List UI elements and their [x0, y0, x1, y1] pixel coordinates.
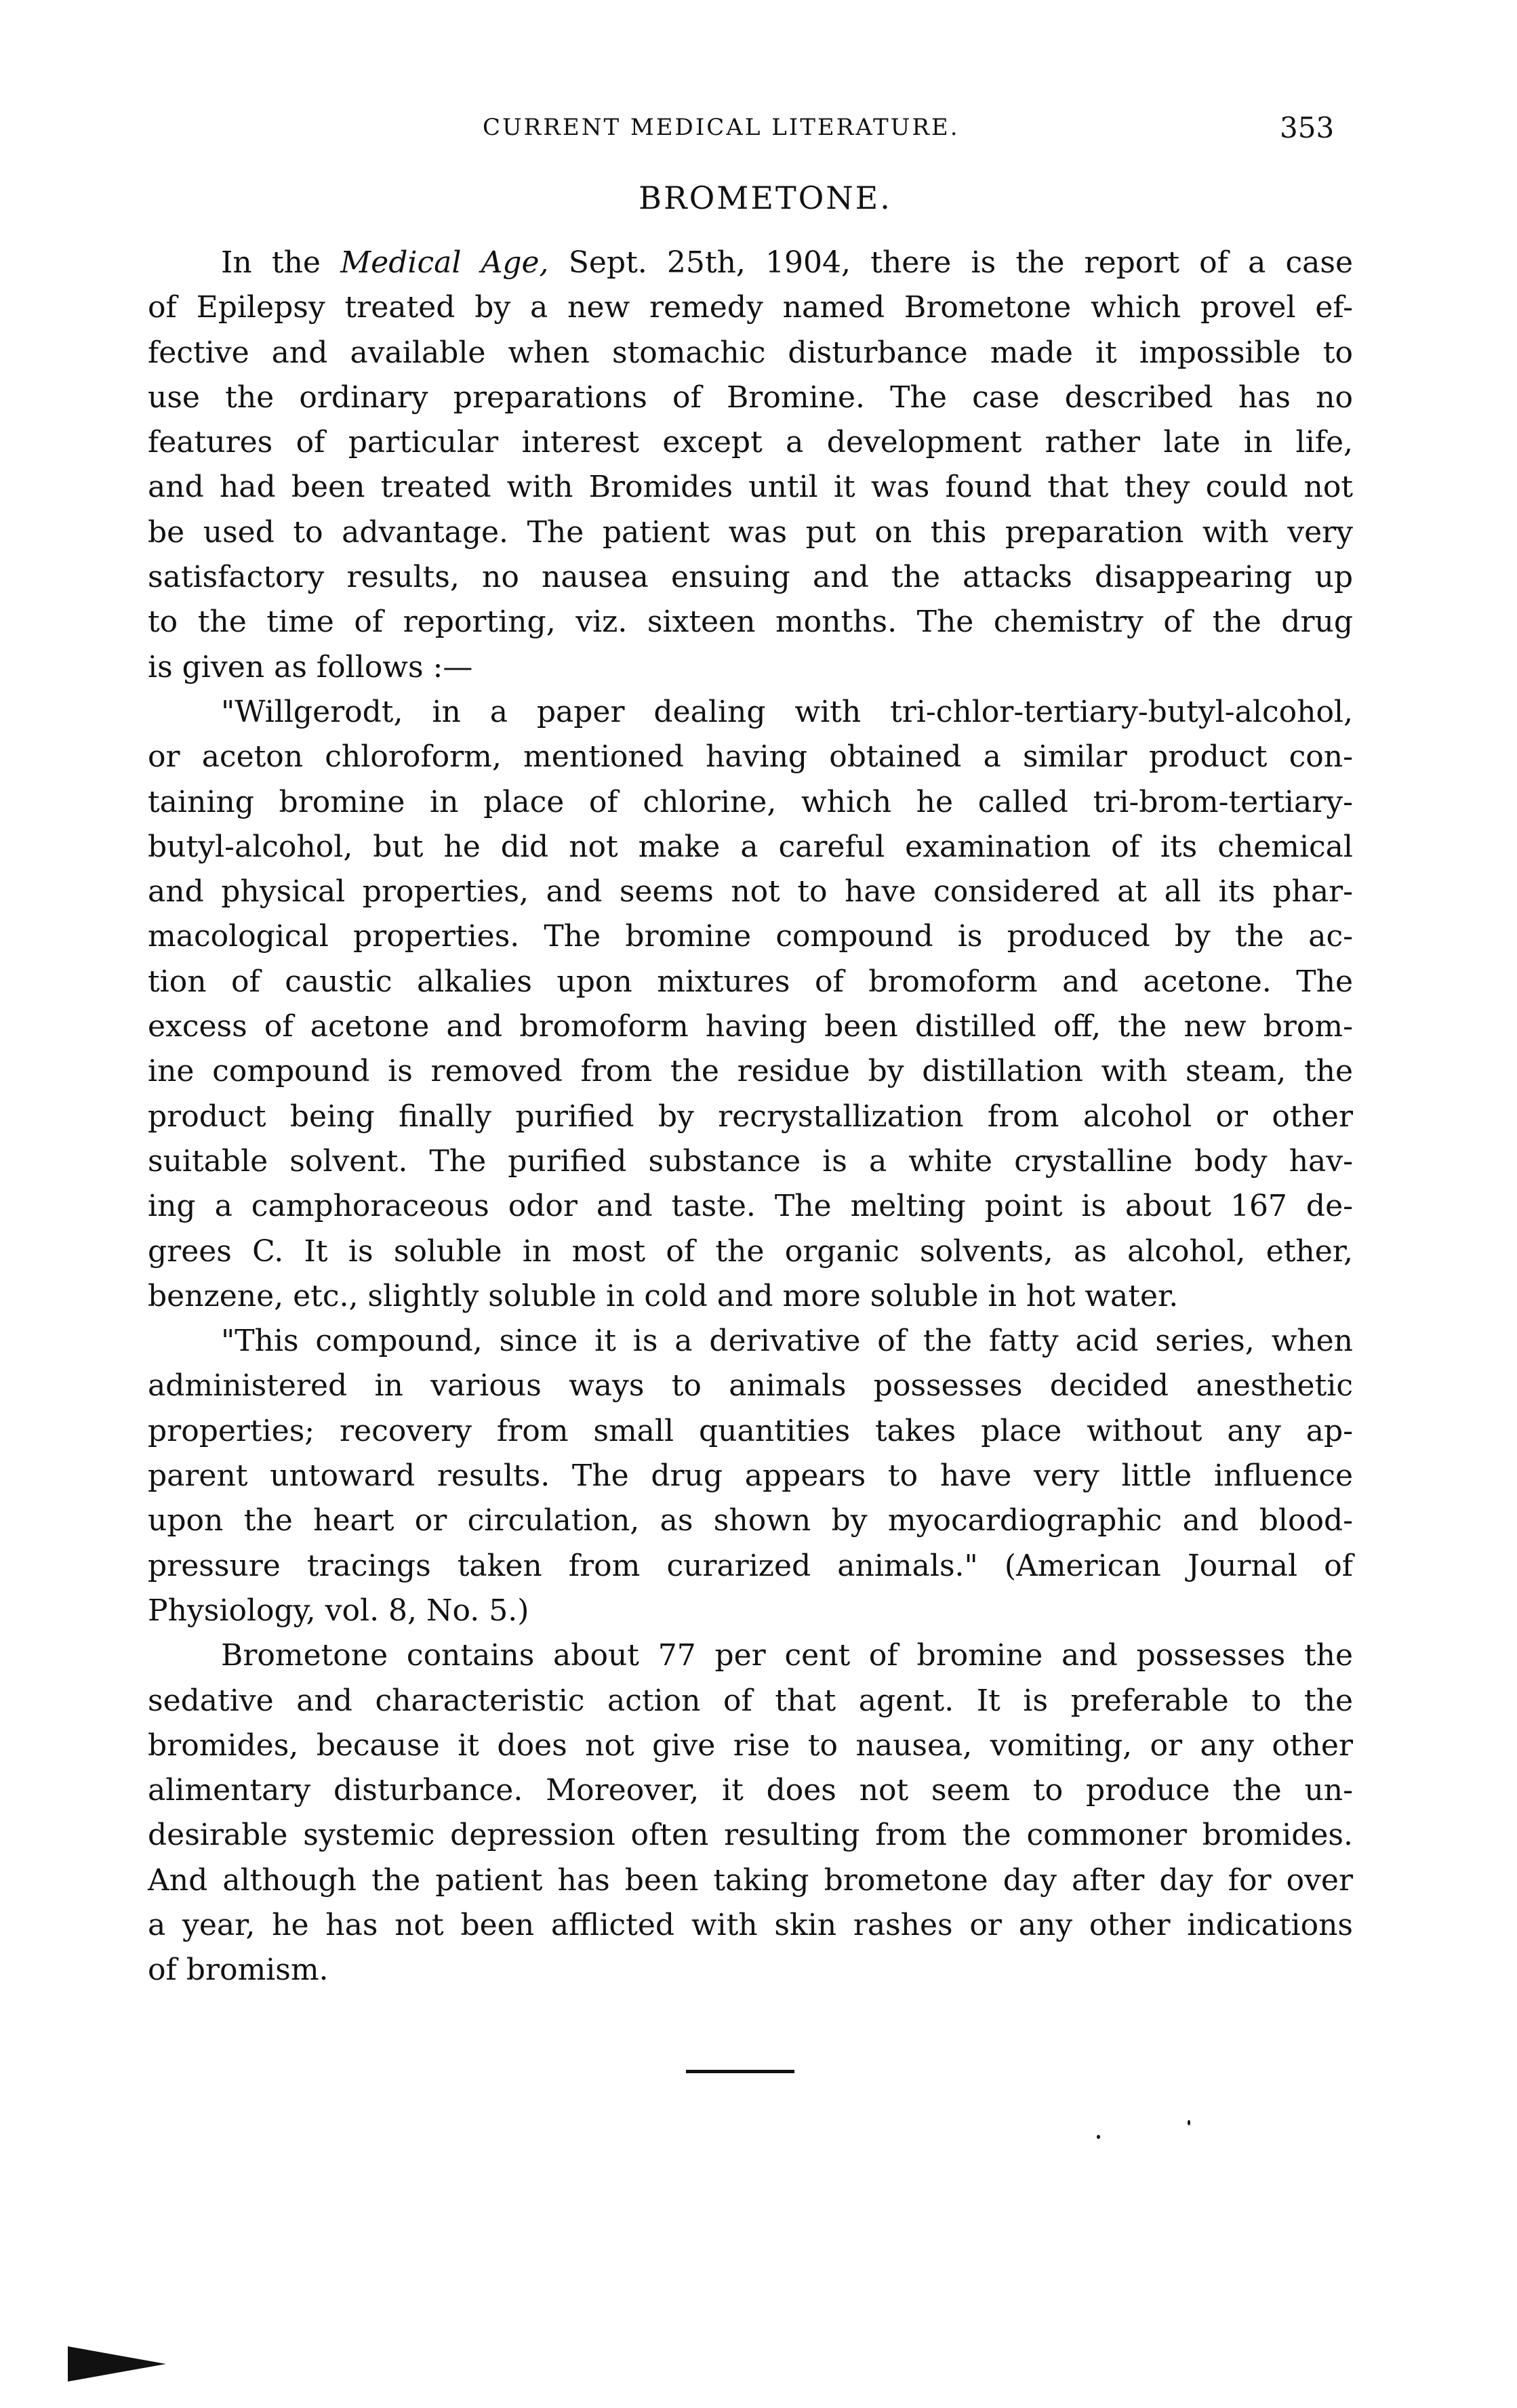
- text-line: be used to advantage. The patient was put on this preparation with very: [148, 514, 1353, 550]
- text-line: tion of caustic alkalies upon mixtures of bromoform and acetone. The: [148, 964, 1353, 999]
- text-line: excess of acetone and bromoform having been distilled off, the new brom-: [148, 1009, 1353, 1044]
- section-end-rule: [686, 2070, 794, 2073]
- text-line: sedative and characteristic action of that agent. It is preferable to the: [148, 1683, 1353, 1718]
- page-edge-arrow-mark: [68, 2346, 166, 2382]
- scan-speck: [1188, 2120, 1190, 2125]
- text-line: "This compound, since it is a derivative of the fatty acid series, when: [221, 1324, 1353, 1359]
- text-line: taining bromine in place of chlorine, which he called tri-brom-tertiary-: [148, 784, 1353, 819]
- text-line: is given as follows :—: [148, 649, 473, 685]
- text-line: administered in various ways to animals possesses decided anesthetic: [148, 1368, 1353, 1404]
- text-line: fective and available when stomachic disturbance made it impossible to: [148, 335, 1353, 370]
- running-title: CURRENT MEDICAL LITERATURE.: [483, 114, 960, 141]
- text-line: of Epilepsy treated by a new remedy named Brometone which provel ef-: [148, 290, 1353, 325]
- text-line: upon the heart or circulation, as shown by myocardiographic and blood-: [148, 1503, 1353, 1538]
- text-line: Physiology, vol. 8, No. 5.): [148, 1593, 529, 1628]
- scan-speck: [1097, 2135, 1100, 2139]
- text-line: bromides, because it does not give rise to nausea, vomiting, or any other: [148, 1728, 1353, 1763]
- paragraph: [148, 241, 1353, 690]
- page-number: 353: [1280, 111, 1335, 144]
- running-head: [0, 111, 1517, 155]
- text-line: desirable systemic depression often resulting from the commoner bromides.: [148, 1818, 1353, 1853]
- text-line: butyl-alcohol, but he did not make a careful examination of its chemical: [148, 829, 1353, 864]
- journal-name: Medical Age,: [340, 245, 549, 280]
- text-line: ing a camphoraceous odor and taste. The melting point is about 167 de-: [148, 1189, 1353, 1224]
- text-line: alimentary disturbance. Moreover, it does not seem to produce the un-: [148, 1773, 1353, 1808]
- paragraph: [148, 1319, 1353, 1633]
- text-line: grees C. It is soluble in most of the organic solvents, as alcohol, ether,: [148, 1233, 1353, 1269]
- article-title: BROMETONE.: [639, 180, 892, 216]
- text-line: And although the patient has been taking brometone day after day for over: [148, 1862, 1353, 1898]
- text-line: ine compound is removed from the residue by distillation with steam, the: [148, 1054, 1353, 1089]
- text-line: Brometone contains about 77 per cent of bromine and possesses the: [221, 1638, 1353, 1673]
- text-line: a year, he has not been afflicted with skin rashes or any other indications: [148, 1907, 1353, 1942]
- text-line: benzene, etc., slightly soluble in cold and more soluble in hot water.: [148, 1278, 1179, 1313]
- text-line: In the Medical Age, Sept. 25th, 1904, there is the report of a case: [221, 245, 1354, 280]
- paragraph: [148, 1633, 1353, 1993]
- text-line: or aceton chloroform, mentioned having obtained a similar product con-: [148, 739, 1353, 775]
- text-line: and physical properties, and seems not to have considered at all its phar-: [148, 874, 1353, 910]
- text-line: satisfactory results, no nausea ensuing and the attacks disappearing up: [148, 560, 1353, 595]
- paragraph: [148, 690, 1353, 1319]
- text-line: pressure tracings taken from curarized animals." (American Journal of: [148, 1548, 1353, 1583]
- text-line: features of particular interest except a development rather late in life,: [148, 425, 1353, 460]
- text-line: use the ordinary preparations of Bromine. The case described has no: [148, 380, 1353, 415]
- article-body: [148, 241, 1353, 1993]
- text-line: of bromism.: [148, 1953, 329, 1988]
- text-line: suitable solvent. The purified substance is a white crystalline body hav-: [148, 1143, 1353, 1179]
- text-line: to the time of reporting, viz. sixteen months. The chemistry of the drug: [148, 605, 1353, 640]
- text-line: properties; recovery from small quantities takes place without any ap-: [148, 1413, 1353, 1448]
- text-line: "Willgerodt, in a paper dealing with tri-chlor-tertiary-butyl-alcohol,: [221, 694, 1353, 729]
- text-line: and had been treated with Bromides until it was found that they could not: [148, 470, 1353, 505]
- text-line: parent untoward results. The drug appears to have very little influence: [148, 1458, 1353, 1494]
- text-line: macological properties. The bromine compound is produced by the ac-: [148, 919, 1353, 954]
- text-line: product being finally purified by recrystallization from alcohol or other: [148, 1099, 1353, 1134]
